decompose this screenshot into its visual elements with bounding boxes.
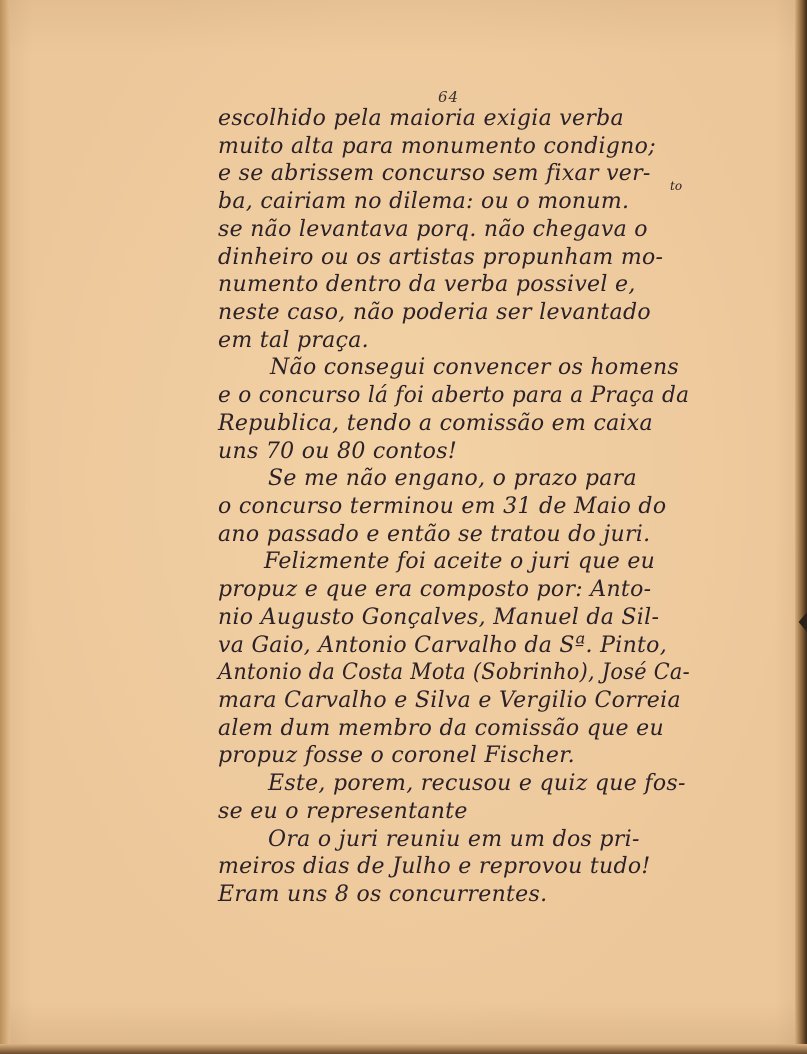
text-line-4: ba, cairiam no dilema: ou o monum.: [218, 189, 630, 214]
text-line-16: ano passado e então se tratou do juri.: [218, 522, 651, 547]
text-line-3: e se abrissem concurso sem fixar ver-: [218, 161, 651, 186]
text-line-8: neste caso, não poderia ser levantado: [218, 300, 651, 325]
text-line-26: se eu o representante: [218, 799, 468, 824]
text-line-7: numento dentro da verba possivel e,: [218, 272, 636, 297]
text-line-20: va Gaio, Antonio Carvalho da Sª. Pinto,: [218, 633, 668, 658]
page-number: 64: [438, 88, 460, 106]
text-line-25: Este, porem, recusou e quiz que fos-: [268, 771, 686, 796]
text-line-9: em tal praça.: [218, 328, 369, 353]
text-line-21: Antonio da Costa Mota (Sobrinho), José Ca-: [218, 660, 690, 685]
text-line-6: dinheiro ou os artistas propunham mo-: [218, 245, 664, 270]
text-line-12: Republica, tendo a comissão em caixa: [218, 411, 653, 436]
text-line-13: uns 70 ou 80 contos!: [218, 439, 457, 464]
text-line-22: mara Carvalho e Silva e Vergilio Correia: [218, 688, 681, 713]
text-line-17: Felizmente foi aceite o juri que eu: [264, 549, 656, 574]
text-line-27: Ora o juri reuniu em um dos pri-: [268, 827, 640, 852]
text-line-10: Não consegui convencer os homens: [270, 355, 680, 380]
text-line-23: alem dum membro da comissão que eu: [218, 716, 664, 741]
text-line-15: o concurso terminou em 31 de Maio do: [218, 494, 667, 519]
text-line-11: e o concurso lá foi aberto para a Praça da: [218, 383, 690, 408]
superscript-abbreviation: to: [670, 179, 683, 193]
text-line-14: Se me não engano, o prazo para: [268, 466, 637, 491]
text-line-18: propuz e que era composto por: Anto-: [218, 577, 652, 602]
text-line-2: muito alta para monumento condigno;: [218, 134, 656, 159]
text-line-1: escolhido pela maioria exigia verba: [218, 106, 624, 131]
text-line-28: meiros dias de Julho e reprovou tudo!: [218, 854, 651, 879]
text-line-24: propuz fosse o coronel Fischer.: [218, 743, 575, 768]
text-line-29: Eram uns 8 os concurrentes.: [218, 882, 548, 907]
text-line-5: se não levantava porq. não chegava o: [218, 217, 648, 242]
text-line-19: nio Augusto Gonçalves, Manuel da Sil-: [218, 605, 660, 630]
